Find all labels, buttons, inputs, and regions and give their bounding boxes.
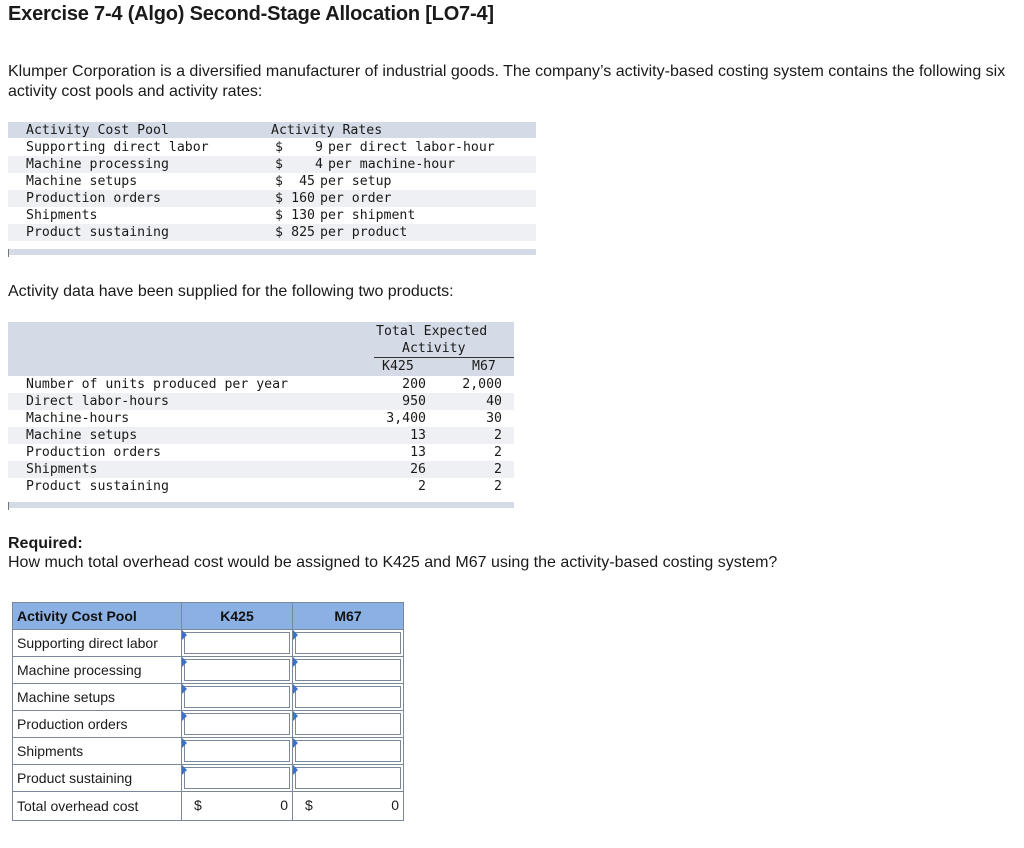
rates-pool: Shipments (26, 208, 98, 223)
rates-dollar: $ (275, 191, 283, 206)
k425-input[interactable] (184, 713, 290, 735)
activity-header-band (8, 322, 514, 376)
answer-row-label: Shipments (13, 738, 182, 765)
activity-m67: 2 (494, 479, 502, 494)
activity-data-table (8, 322, 514, 508)
activity-table-bottom-band (8, 502, 514, 508)
input-flag-icon (182, 711, 187, 721)
input-flag-icon (182, 657, 187, 667)
required-question: How much total overhead cost would be assigned to K425 and M67 using the activity-based costing system? (8, 554, 778, 571)
activity-m67: 2 (494, 462, 502, 477)
rates-amount: 45 (299, 174, 315, 189)
m67-input-cell[interactable] (293, 657, 404, 684)
rates-amount: 4 (315, 157, 323, 172)
activity-m67: 30 (486, 411, 502, 426)
activity-table-left-tick (8, 502, 9, 510)
activity-label: Production orders (26, 445, 161, 460)
m67-input-cell[interactable] (293, 765, 404, 792)
rates-row (8, 139, 536, 156)
rates-dollar: $ (275, 225, 283, 240)
col-header-m67: M67 (472, 359, 496, 374)
m67-input[interactable] (295, 740, 401, 762)
input-flag-icon (182, 738, 187, 748)
group-header-rule (374, 357, 514, 358)
rates-table-left-tick (8, 249, 9, 257)
m67-total-value: 0 (391, 797, 399, 813)
answer-row (13, 684, 404, 711)
m67-input[interactable] (295, 686, 401, 708)
total-label: Total overhead cost (13, 792, 182, 821)
k425-input[interactable] (184, 659, 290, 681)
rates-amount: 160 (291, 191, 315, 206)
input-flag-icon (293, 765, 298, 775)
activity-rates-table (8, 122, 536, 255)
rates-header-rates: Activity Rates (271, 123, 383, 138)
rates-dollar: $ (275, 208, 283, 223)
m67-input[interactable] (295, 659, 401, 681)
rates-row (8, 190, 536, 207)
activity-intro: Activity data have been supplied for the following two products: (8, 283, 454, 300)
k425-total-dollar: $ (194, 797, 202, 813)
activity-row (8, 393, 514, 410)
m67-input[interactable] (295, 767, 401, 789)
activity-k425: 13 (410, 445, 426, 460)
answer-row (13, 657, 404, 684)
activity-label: Shipments (26, 462, 98, 477)
required-heading: Required: (8, 535, 83, 552)
rates-amount: 130 (291, 208, 315, 223)
rates-amount: 825 (291, 225, 315, 240)
rates-unit: per setup (320, 174, 392, 189)
activity-k425: 2 (418, 479, 426, 494)
k425-total-cell (182, 792, 293, 821)
input-flag-icon (182, 765, 187, 775)
answer-table (12, 602, 404, 821)
answer-total-row (13, 792, 404, 821)
answer-row-label: Supporting direct labor (13, 630, 182, 657)
rates-pool: Supporting direct labor (26, 140, 209, 155)
input-flag-icon (293, 657, 298, 667)
activity-m67: 2,000 (462, 377, 502, 392)
activity-m67: 2 (494, 445, 502, 460)
input-flag-icon (182, 630, 187, 640)
answer-header-k425: K425 (182, 603, 293, 630)
activity-row (8, 410, 514, 427)
activity-row (8, 444, 514, 461)
answer-row (13, 711, 404, 738)
k425-input-cell[interactable] (182, 711, 293, 738)
activity-row (8, 478, 514, 495)
k425-input[interactable] (184, 686, 290, 708)
activity-k425: 200 (402, 377, 426, 392)
rates-row (8, 156, 536, 173)
col-header-k425: K425 (382, 359, 414, 374)
m67-total-cell (293, 792, 404, 821)
answer-header-pool: Activity Cost Pool (13, 603, 182, 630)
rates-amount: 9 (315, 140, 323, 155)
k425-input-cell[interactable] (182, 765, 293, 792)
activity-label: Machine setups (26, 428, 138, 443)
activity-row (8, 376, 514, 393)
group-header-1: Total Expected (376, 324, 488, 339)
rates-header-pool: Activity Cost Pool (26, 123, 169, 138)
input-flag-icon (293, 630, 298, 640)
m67-input-cell[interactable] (293, 630, 404, 657)
answer-row (13, 765, 404, 792)
group-header-2: Activity (402, 341, 466, 356)
k425-input-cell[interactable] (182, 738, 293, 765)
answer-row-label: Production orders (13, 711, 182, 738)
input-flag-icon (293, 711, 298, 721)
input-flag-icon (293, 684, 298, 694)
activity-m67: 2 (494, 428, 502, 443)
rates-pool: Product sustaining (26, 225, 169, 240)
activity-label: Machine-hours (26, 411, 130, 426)
m67-total-dollar: $ (305, 797, 313, 813)
rates-row (8, 224, 536, 241)
activity-k425: 13 (410, 428, 426, 443)
rates-unit: per order (320, 191, 392, 206)
answer-row-label: Machine setups (13, 684, 182, 711)
activity-k425: 3,400 (386, 411, 426, 426)
m67-input[interactable] (295, 632, 401, 654)
rates-dollar: $ (275, 174, 283, 189)
activity-row (8, 461, 514, 478)
m67-input[interactable] (295, 713, 401, 735)
rates-pool: Machine setups (26, 174, 138, 189)
answer-row (13, 738, 404, 765)
exercise-title: Exercise 7-4 (Algo) Second-Stage Allocation [LO7-4] (8, 3, 494, 25)
activity-k425: 26 (410, 462, 426, 477)
rates-unit: per machine-hour (328, 157, 456, 172)
k425-input-cell[interactable] (182, 684, 293, 711)
answer-row-label: Machine processing (13, 657, 182, 684)
m67-input-cell[interactable] (293, 711, 404, 738)
activity-label: Number of units produced per year (26, 377, 289, 392)
answer-header-m67: M67 (293, 603, 404, 630)
rates-unit: per direct labor-hour (328, 140, 495, 155)
k425-input-cell[interactable] (182, 657, 293, 684)
k425-input[interactable] (184, 632, 290, 654)
m67-input-cell[interactable] (293, 738, 404, 765)
answer-row (13, 630, 404, 657)
rates-row (8, 207, 536, 224)
k425-input[interactable] (184, 767, 290, 789)
rates-dollar: $ (275, 140, 283, 155)
k425-input-cell[interactable] (182, 630, 293, 657)
answer-row-label: Product sustaining (13, 765, 182, 792)
activity-label: Product sustaining (26, 479, 169, 494)
input-flag-icon (293, 738, 298, 748)
rates-unit: per product (320, 225, 408, 240)
k425-input[interactable] (184, 740, 290, 762)
rates-header-row (8, 122, 536, 138)
activity-label: Direct labor-hours (26, 394, 169, 409)
answer-header-row (13, 603, 404, 630)
rates-row (8, 173, 536, 190)
activity-m67: 40 (486, 394, 502, 409)
rates-table-bottom-band (8, 249, 536, 255)
activity-k425: 950 (402, 394, 426, 409)
input-flag-icon (182, 684, 187, 694)
k425-total-value: 0 (280, 797, 288, 813)
rates-pool: Machine processing (26, 157, 169, 172)
m67-input-cell[interactable] (293, 684, 404, 711)
intro-paragraph: Klumper Corporation is a diversified manufacturer of industrial goods. The company’s activity-based costing system contains the following six activity cost pools and activity rates: (8, 63, 1006, 100)
rates-dollar: $ (275, 157, 283, 172)
activity-row (8, 427, 514, 444)
rates-pool: Production orders (26, 191, 161, 206)
rates-unit: per shipment (320, 208, 416, 223)
